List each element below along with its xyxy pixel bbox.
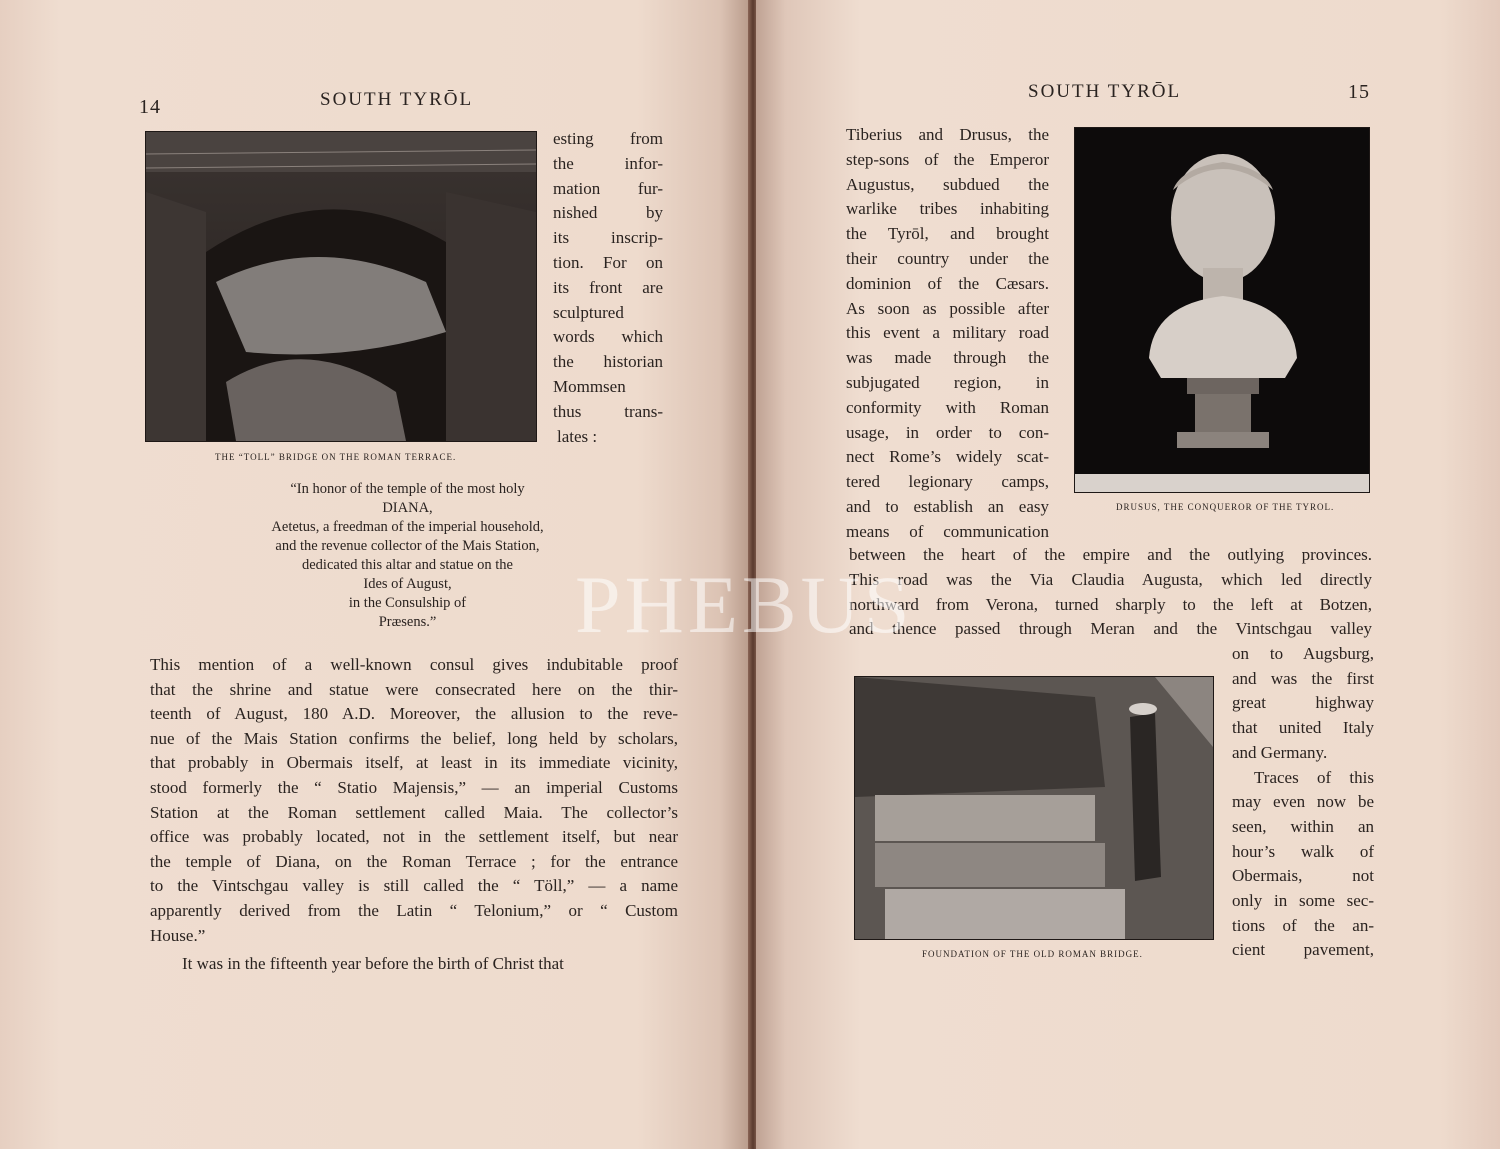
- inscription-line: Præsens.”: [378, 614, 437, 630]
- text-line: on to Augsburg,: [1232, 644, 1374, 663]
- text-line: Obermais, not: [1232, 866, 1374, 886]
- inscription-line: DIANA,: [382, 500, 433, 516]
- text-line: warlike tribes inhabiting: [846, 199, 1049, 219]
- inscription-line: dedicated this altar and statue on the: [302, 557, 513, 573]
- text-line: subjugated region, in: [846, 372, 1049, 392]
- text-line: cient pavement,: [1232, 940, 1374, 960]
- text-line: and to establish an easy: [846, 496, 1049, 516]
- text-line: their country under the: [846, 248, 1049, 268]
- text-line: Mommsen: [553, 376, 626, 396]
- text-line: that the shrine and statue were consecrated here on the thir-: [150, 679, 678, 699]
- text-line: stood formerly the “ Statio Majensis,” — an imperial Customs: [150, 777, 678, 797]
- text-line: the temple of Diana, on the Roman Terrace ; for the entrance: [150, 851, 678, 871]
- text-line: words which: [553, 327, 663, 347]
- page-number: 15: [1348, 81, 1370, 103]
- text-line: tions of the an-: [1232, 915, 1374, 935]
- text-line: usage, in order to con-: [846, 422, 1049, 442]
- text-line: and thence passed through Meran and the Vintschgau valley: [849, 619, 1372, 639]
- text-line: means of communication: [846, 521, 1049, 541]
- text-line: apparently derived from the Latin “ Telonium,” or “ Custom: [150, 900, 678, 920]
- text-line: the historian: [553, 352, 663, 372]
- side-text-column: [553, 127, 663, 449]
- figure-caption: DRUSUS, THE CONQUEROR OF THE TYROL.: [1116, 502, 1335, 512]
- drusus-bust-image: [1074, 127, 1370, 493]
- text-line: tered legionary camps,: [846, 472, 1049, 492]
- text-line: This road was the Via Claudia Augusta, which led directly: [849, 569, 1372, 589]
- text-line: this event a military road: [846, 323, 1049, 343]
- text-line: As soon as possible after: [846, 298, 1049, 318]
- inscription-line: “In honor of the temple of the most holy: [290, 481, 525, 497]
- text-line: only in some sec-: [1232, 891, 1374, 911]
- text-line: lates :: [557, 426, 598, 446]
- text-line: thus trans-: [553, 401, 663, 421]
- roman-bridge-foundation-image: [854, 676, 1214, 940]
- inscription-line: Aetetus, a freedman of the imperial household,: [271, 519, 544, 535]
- text-line: nect Rome’s widely scat-: [846, 447, 1049, 467]
- text-line: Augustus, subdued the: [846, 174, 1049, 194]
- text-line: its front are: [553, 277, 663, 297]
- text-line: may even now be: [1232, 792, 1374, 812]
- running-head: SOUTH TYRŌL: [1028, 81, 1182, 102]
- text-line: step-sons of the Emperor: [846, 149, 1049, 169]
- watermark: PHEBUS: [575, 559, 914, 650]
- text-line: hour’s walk of: [1232, 841, 1374, 861]
- text-line: House.”: [150, 925, 206, 945]
- text-line: office was probably located, not in the settlement itself, but near: [150, 827, 678, 847]
- toll-bridge-image: [145, 131, 537, 442]
- body-text: [150, 653, 678, 977]
- text-line: between the heart of the empire and the outlying provinces.: [849, 545, 1372, 564]
- text-line: nished by: [553, 203, 663, 223]
- inscription-quote: [230, 480, 585, 632]
- text-line: Station at the Roman settlement called Maia. The collector’s: [150, 802, 678, 822]
- text-line: conformity with Roman: [846, 397, 1049, 417]
- text-line: nue of the Mais Station confirms the belief, long held by scholars,: [150, 728, 678, 748]
- page-number: 14: [139, 96, 161, 118]
- text-line: It was in the fifteenth year before the birth of Christ that: [182, 954, 564, 974]
- figure-caption: FOUNDATION OF THE OLD ROMAN BRIDGE.: [922, 949, 1143, 959]
- text-line: dominion of the Cæsars.: [846, 273, 1049, 293]
- text-line: and was the first: [1232, 668, 1374, 688]
- top-text-column: [846, 123, 1049, 545]
- text-line: the infor-: [553, 153, 663, 173]
- text-line: was made through the: [846, 348, 1049, 368]
- inscription-line: and the revenue collector of the Mais Station,: [275, 538, 540, 554]
- text-line: seen, within an: [1232, 816, 1374, 836]
- inscription-line: Ides of August,: [363, 576, 452, 592]
- text-line: great highway: [1232, 693, 1374, 713]
- text-line: Traces of this: [1254, 767, 1374, 787]
- text-line: the Tyrōl, and brought: [846, 224, 1049, 244]
- text-line: northward from Verona, turned sharply to the left at Botzen,: [849, 594, 1372, 614]
- text-line: that probably in Obermais itself, at least in its immediate vicinity,: [150, 753, 678, 773]
- text-line: and Germany.: [1232, 742, 1328, 762]
- text-line: that united Italy: [1232, 718, 1374, 738]
- text-line: esting from: [553, 129, 663, 148]
- inscription-line: in the Consulship of: [348, 595, 467, 611]
- text-line: tion. For on: [553, 252, 663, 272]
- text-line: teenth of August, 180 A.D. Moreover, the allusion to the reve-: [150, 704, 678, 724]
- full-width-text: [849, 543, 1372, 642]
- running-head: SOUTH TYRŌL: [320, 89, 474, 110]
- text-line: This mention of a well-known consul gives indubitable proof: [150, 655, 678, 674]
- text-line: its inscrip-: [553, 228, 663, 248]
- text-line: sculptured: [553, 302, 624, 322]
- text-line: Tiberius and Drusus, the: [846, 125, 1049, 144]
- bottom-text-column: [1232, 642, 1374, 963]
- figure-caption: THE “TOLL” BRIDGE ON THE ROMAN TERRACE.: [215, 452, 457, 462]
- text-line: to the Vintschgau valley is still called the “ Töll,” — a name: [150, 876, 678, 896]
- text-line: mation fur-: [553, 178, 663, 198]
